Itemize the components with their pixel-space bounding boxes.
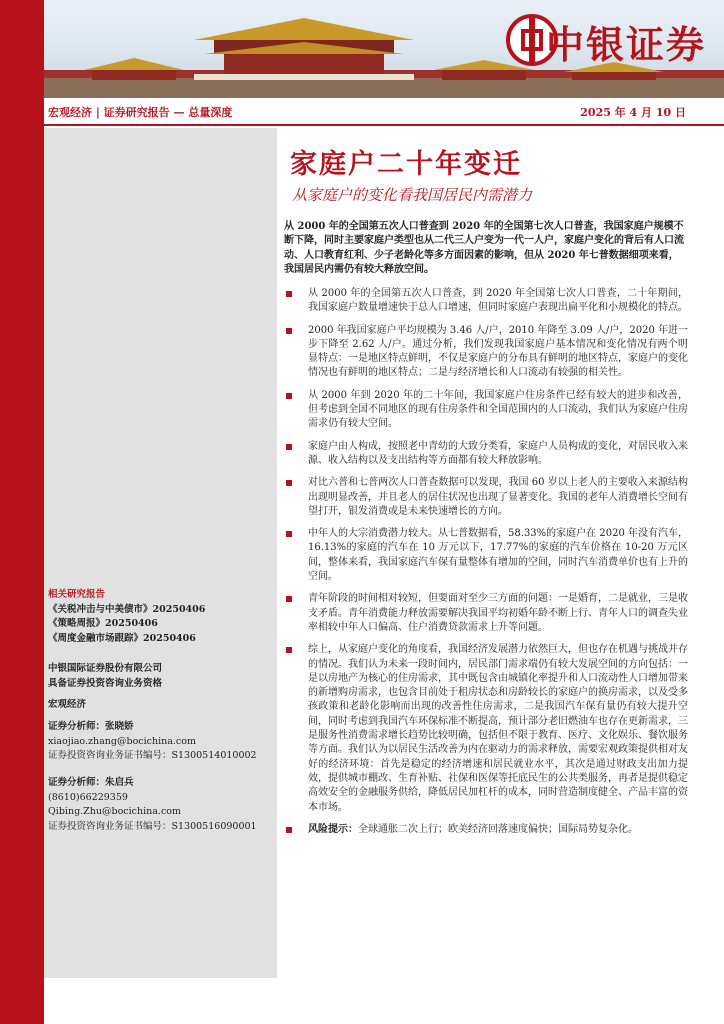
analyst-2-phone: (8610)66229359: [48, 791, 128, 803]
analyst-2-cert: 证券投资咨询业务证书编号：S1300516090001: [48, 820, 257, 832]
analyst-2: [48, 776, 274, 834]
bullet-text: 青年阶段的时间相对较短，但要面对至少三方面的问题：一是婚育，二是就业，三是收支矛盾。青年消费能力释放需要解决我国平均初婚年龄不断上行、青年人口的调查失业率相较中年人口偏高、住户消费贷款需求上升等问题。: [308, 593, 688, 633]
bullet-square-icon: [286, 480, 292, 486]
analyst-2-email: Qibing.Zhu@bocichina.com: [48, 806, 181, 817]
related-report-item: 《关税冲击与中美债市》20250406: [48, 603, 206, 615]
analyst-2-name: 证券分析师：朱启兵: [48, 777, 134, 788]
header-banner: [44, 0, 724, 98]
sector-label: [48, 698, 274, 713]
company-name: 中银国际证券股份有限公司: [48, 663, 163, 674]
list-item: [284, 643, 688, 815]
report-date: 2025 年 4 月 10 日: [580, 106, 686, 119]
report-subtitle: 从家庭户的变化看我国居民内需潜力: [292, 186, 533, 204]
list-item: [284, 592, 688, 635]
company-info: [48, 662, 274, 691]
list-item: [284, 440, 688, 469]
report-title: 家庭户二十年变迁: [290, 149, 522, 180]
risk-label: 风险提示：: [308, 823, 358, 835]
risk-item: [284, 823, 688, 837]
related-reports: [48, 588, 274, 646]
bullet-text: 家庭户由人构成，按照老中青幼的大致分类看，家庭户人员构成的变化，对居民收入来源、收入结构以及支出结构等方面都有较大释放影响。: [308, 440, 688, 466]
list-item: [284, 287, 688, 316]
bullet-text: 中年人的大宗消费潜力较大。从七普数据看，58.33%的家庭户在 2020 年没有汽车，16.13%的家庭的汽车在 10 万元以下，17.77%的家庭的汽车价格在 10-20 万元区间，整体来看，我国家庭汽车保有量整体有增加的空间，同时汽车消费单价也有上升的空间。: [308, 528, 688, 583]
bullet-text: 对比六普和七普两次人口普查数据可以发现，我国 60 岁以上老人的主要收入来源结构出现明显改善，并且老人的居住状况也出现了显著变化。我国的老年人消费增长空间有望打开，银发消费或是未来快速增长的方向。: [308, 477, 688, 517]
bullet-square-icon: [286, 328, 292, 334]
key-points-list: [284, 287, 688, 845]
list-item: [284, 389, 688, 432]
list-item: [284, 324, 688, 381]
bullet-text: 从 2000 年的全国第五次人口普查，到 2020 年全国第七次人口普查，二十年期间，我国家庭户数量增速快于总人口增速，但同时家庭户表现出扁平化和小规模化的特点。: [308, 288, 688, 314]
risk-text: 全球通胀二次上行；欧美经济回落速度偏快；国际局势复杂化。: [358, 823, 638, 835]
bullet-square-icon: [286, 393, 292, 399]
analyst-1-email: xiaojiao.zhang@bocichina.com: [48, 735, 196, 747]
bullet-square-icon: [286, 647, 292, 653]
summary-paragraph: 从 2000 年的全国第五次人口普查到 2020 年的全国第七次人口普查，我国家庭户规模不断下降，同时主要家庭户类型也从二代三人户变为一代一人户，家庭户变化的背后有人口流动、人口教育红利、少子老龄化等多方面因素的影响，但从 2020 年七普数据细项来看，我国居民内需仍有较大释放空间。: [284, 221, 684, 275]
bullet-square-icon: [286, 827, 292, 833]
analyst-1: [48, 720, 274, 764]
related-report-item: 《策略周报》20250406: [48, 618, 158, 629]
list-item: [284, 476, 688, 519]
bullet-text: 综上，从家庭户变化的角度看，我国经济发展潜力依然巨大，但也存在机遇与挑战并存的情况。我们认为未来一段时间内，居民部门需求端仍有较大发展空间的方向包括：一是以房地产为核心的住房需求，其中既包含由城镇化率提升和人口流动性人口增加带来的新增购房需求，也包含目前处于租房状态和房龄较长的家庭户的换房需求，以及受多孩政策和老龄化影响而出现的改善性住房需求，二是我国汽车保有量仍有较大提升空间，同时考虑到我国汽车环保标准不断提高，预计部分老旧燃油车也存在更新需求，三是服务性消费需求增长趋势比较明确，包括但不限于教育、医疗、文化娱乐、餐饮服务等方面。我们认为以居民生活改善为内在驱动力的需求释放，需要宏观政策提供相对友好的经济环境：首先是稳定的经济增速和居民就业水平，其次是通过财政支出加力提效，提供城市棚改、生育补贴、社保和医保等托底民生的公共类服务，再者是提供稳定高效安全的金融服务供给，降低居民加杠杆的成本，同时营造制度健全、产品丰富的资本市场。: [308, 644, 688, 813]
bullet-square-icon: [286, 291, 292, 297]
sidebar: [44, 128, 277, 978]
report-category: 宏观经济 | 证券研究报告 — 总量深度: [48, 106, 233, 119]
bullet-square-icon: [286, 444, 292, 450]
analyst-1-name: 证券分析师：张晓娇: [48, 721, 134, 732]
bullet-square-icon: [286, 531, 292, 537]
bullet-square-icon: [286, 596, 292, 602]
list-item: [284, 527, 688, 584]
left-red-bar: [0, 0, 44, 1024]
sector-text: 宏观经济: [48, 699, 87, 710]
report-header-line: [44, 98, 724, 126]
company-qualification: 具备证券投资咨询业务资格: [48, 677, 163, 689]
related-reports-title: 相关研究报告: [48, 589, 106, 600]
brand-logo-text: 中银证券: [545, 23, 706, 67]
related-report-item: 《周度金融市场跟踪》20250406: [48, 632, 196, 644]
bullet-text: 2000 年我国家庭户平均规模为 3.46 人/户，2010 年降至 3.09 人/户，2020 年进一步下降至 2.62 人/户。通过分析，我们发现我国家庭户基本情况和变化情况有两个明显特点：一是地区特点鲜明，不仅是家庭户的分布具有鲜明的地区特点，家庭户的变化情况也有鲜明的地区特点；二是与经济增长和人口流动有较强的相关性。: [308, 324, 688, 379]
bullet-text: 从 2000 年到 2020 年的二十年间，我国家庭户住房条件已经有较大的进步和改善，但考虑到全国不同地区的现有住房条件和全国范围内的人口流动，我们认为家庭户住房需求仍有较大空间。: [308, 389, 688, 430]
analyst-1-cert: 证券投资咨询业务证书编号：S1300514010002: [48, 750, 257, 761]
